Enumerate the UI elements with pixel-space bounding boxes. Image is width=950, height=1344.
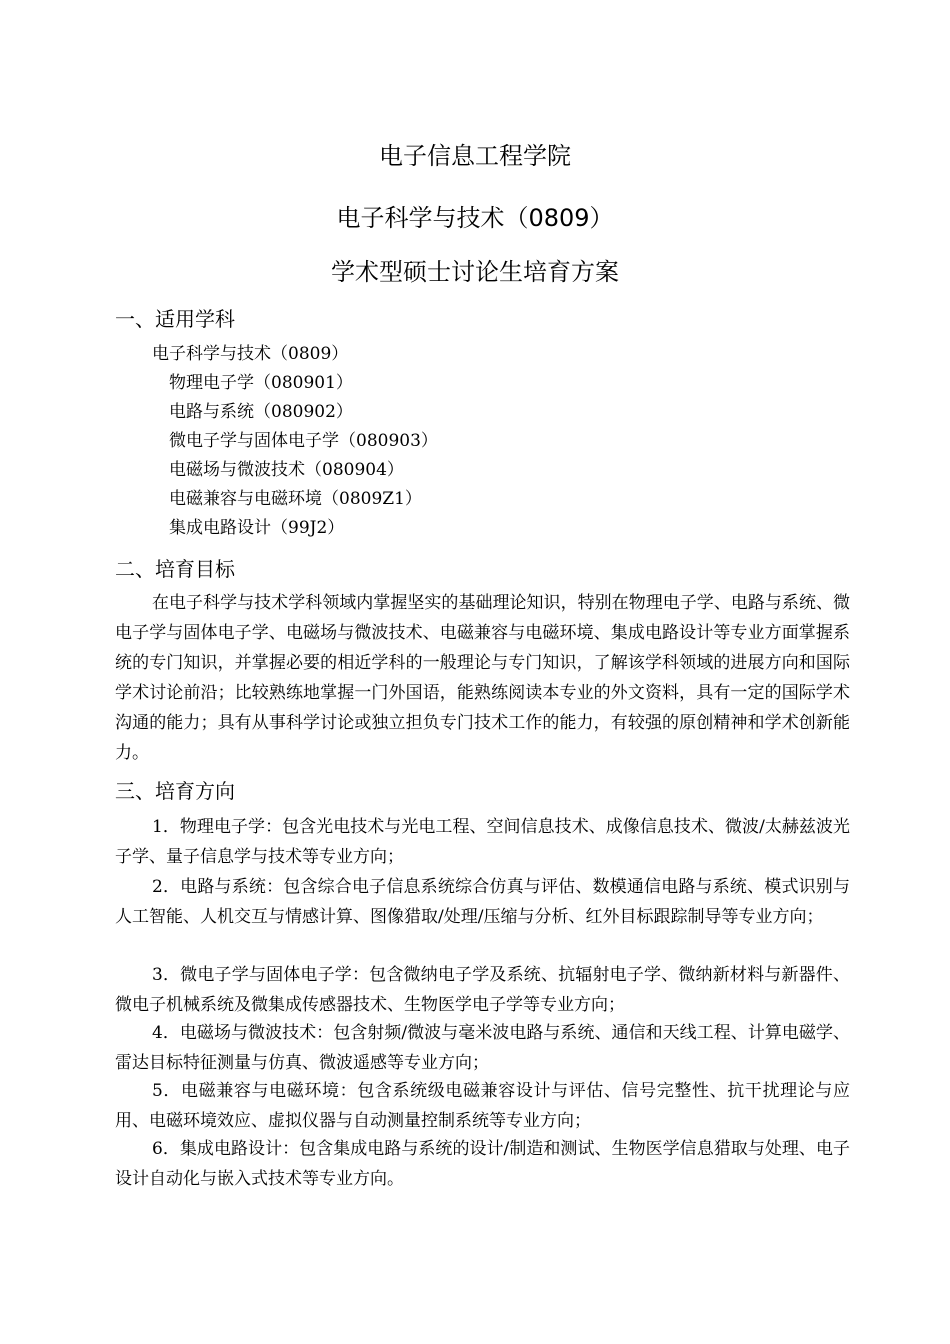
document-title-program: 学术型硕士讨论生培育方案 — [331, 258, 619, 286]
direction-item: 4．电磁场与微波技术：包含射频/微波与毫米波电路与系统、通信和天线工程、计算电磁学、雷达目标特征测量与仿真、微波遥感等专业方向； — [115, 1023, 850, 1073]
section-heading-applicable-disciplines: 一、适用学科 — [115, 307, 235, 331]
direction-item: 6．集成电路设计：包含集成电路与系统的设计/制造和测试、生物医学信息猎取与处理、电子设计自动化与嵌入式技术等专业方向。 — [115, 1139, 850, 1189]
subfield-item: 微电子学与固体电子学（080903） — [169, 431, 438, 451]
subfield-item: 物理电子学（080901） — [169, 373, 353, 393]
discipline-name: 电子科学与技术（0809） — [152, 344, 349, 364]
section-heading-training-directions: 三、培育方向 — [115, 779, 235, 803]
direction-item: 5．电磁兼容与电磁环境：包含系统级电磁兼容设计与评估、信号完整性、抗干扰理论与应用、电磁环境效应、虚拟仪器与自动测量控制系统等专业方向； — [115, 1081, 850, 1131]
subfield-item: 集成电路设计（99J2） — [169, 518, 345, 538]
training-objectives-paragraph: 在电子科学与技术学科领域内掌握坚实的基础理论知识，特别在物理电子学、电路与系统、微电子学与固体电子学、电磁场与微波技术、电磁兼容与电磁环境、集成电路设计等专业方面掌握系统的专门知识，并掌握必要的相近学科的一般理论与专门知识，了解该学科领域的进展方向和国际学术讨论前沿；比较熟练地掌握一门外国语，能熟练阅读本专业的外文资料，具有一定的国际学术沟通的能力；具有从事科学讨论或独立担负专门技术工作的能力，有较强的原创精神和学术创新能力。 — [115, 593, 850, 763]
subfield-item: 电磁兼容与电磁环境（0809Z1） — [169, 489, 422, 509]
direction-item: 2．电路与系统：包含综合电子信息系统综合仿真与评估、数模通信电路与系统、模式识别与人工智能、人机交互与情感计算、图像猎取/处理/压缩与分析、红外目标跟踪制导等专业方向； — [115, 877, 850, 927]
direction-item: 1．物理电子学：包含光电技术与光电工程、空间信息技术、成像信息技术、微波/太赫兹波光子学、量子信息学与技术等专业方向； — [115, 817, 850, 867]
subfield-item: 电路与系统（080902） — [169, 402, 353, 422]
document-title-discipline: 电子科学与技术（0809） — [336, 204, 614, 232]
direction-item: 3．微电子学与固体电子学：包含微纳电子学及系统、抗辐射电子学、微纳新材料与新器件、微电子机械系统及微集成传感器技术、生物医学电子学等专业方向； — [115, 965, 850, 1015]
subfield-item: 电磁场与微波技术（080904） — [169, 460, 404, 480]
document-title-college: 电子信息工程学院 — [379, 142, 571, 170]
section-heading-training-objectives: 二、培育目标 — [115, 557, 235, 581]
